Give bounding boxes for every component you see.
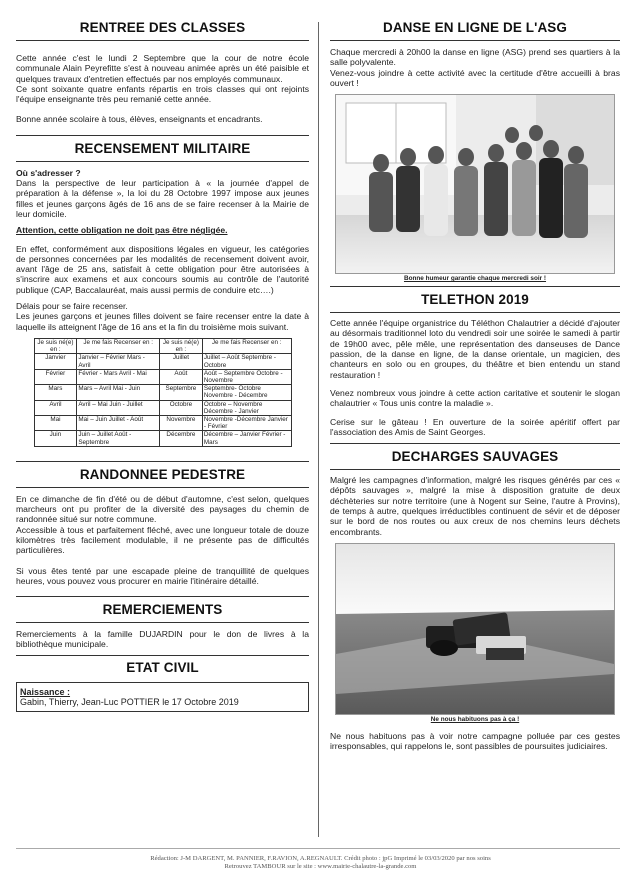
rentree-paragraph-1: Cette année c'est le lundi 2 Septembre que la cour de notre école communale Alain Peyrefitte s'est à nouveau animée après un été paisible et quelques travaux d'entretien effectués par nos employés communaux. <box>16 53 309 84</box>
table-cell: Août <box>159 369 202 384</box>
naissance-text: Gabin, Thierry, Jean-Luc POTTIER le 17 Octobre 2019 <box>20 696 239 707</box>
section-title-etat-civil: ETAT CIVIL <box>16 655 309 678</box>
table-cell: Décembre – Janvier Février - Mars <box>202 431 291 446</box>
table-header: Je me fais Recenser en : <box>202 338 291 353</box>
table-cell: Mars – Avril Mai - Juin <box>77 385 160 400</box>
table-cell: Novembre -Décembre Janvier - Février <box>202 415 291 430</box>
section-etat-civil <box>16 655 309 712</box>
table-header: Je suis né(e) en : <box>34 338 77 353</box>
decharges-paragraph-1: Malgré les campagnes d'information, malgré les risques générés par ces « dépôts sauvages », malgré la mise à disposition gratuite de deux déchèteries sur notre territoire (une à Nogent sur Seine, l'autre à Provins), de temps à autre, quelques irréductibles continuent de sévir et de déposer sur le bord de nos routes ou aux creux de nos chemins leurs déchets encombrants. <box>330 475 620 537</box>
section-title-decharges: DECHARGES SAUVAGES <box>330 443 620 470</box>
table-header: Je suis né(e) en : <box>159 338 202 353</box>
danse-paragraph-1: Chaque mercredi à 20h00 la danse en ligne (ASG) prend ses quartiers à la salle polyvalente. <box>330 47 620 68</box>
illegal-dump-photo-image <box>336 544 614 714</box>
table-cell: Juin – Juillet Août - Septembre <box>77 431 160 446</box>
section-title-randonnee: RANDONNEE PEDESTRE <box>16 461 309 488</box>
section-remerciements <box>16 596 309 650</box>
naissance-label: Naissance : <box>20 686 71 697</box>
table-row <box>34 431 291 446</box>
table-cell: Juin <box>34 431 77 446</box>
footer-website: Retrouvez TAMBOUR sur le site : www.mairie-chalautre-la-grande.com <box>224 863 417 870</box>
table-cell: Octobre <box>159 400 202 415</box>
table-row <box>34 385 291 400</box>
randonnee-paragraph-2: Accessible à tous et parfaitement fléché, avec une longueur totale de douze kilomètres très facilement modulable, il ne présente pas de difficultés particulières. <box>16 524 309 556</box>
table-cell: Mars <box>34 385 77 400</box>
recensement-paragraph-4: Les jeunes garçons et jeunes filles doivent se faire recenser entre la date à laquelle ils atteignent l'âge de 16 ans et la fin du troisième mois suivant. <box>16 311 309 332</box>
danse-paragraph-2: Venez-vous joindre à cette activité avec la certitude d'être accueilli à bras ouvert ! <box>330 67 620 88</box>
table-row <box>34 415 291 430</box>
table-cell: Octobre – Novembre Décembre - Janvier <box>202 400 291 415</box>
recensement-table <box>34 338 292 447</box>
section-recensement <box>16 135 309 447</box>
footer <box>0 855 641 871</box>
telethon-paragraph-1: Cette année l'équipe organistrice du Téléthon Chalautrier a décidé d'ajouter au désormais traditionnel loto du vendredi soir une soirée le samedi à partir de 19h00 avec, pêle mêle, une représentation des danseuses de Dance passion, de la danse en ligne, de la danse orientale, un magicien, des chanteurs en solo ou en groupes, du théâtre et bien entendu un stand restauration ! <box>330 318 620 380</box>
table-header-row <box>34 338 291 353</box>
table-cell: Août – Septembre Octobre - Novembre <box>202 369 291 384</box>
dump-photo-caption: Ne nous habituons pas à ça ! <box>430 715 520 723</box>
table-cell: Avril – Mai Juin - Juillet <box>77 400 160 415</box>
recensement-attention: Attention, cette obligation ne doit pas être négligée. <box>16 225 228 236</box>
section-randonnee <box>16 461 309 586</box>
recensement-question: Où s'adresser ? <box>16 167 81 178</box>
dance-group-photo <box>335 94 615 274</box>
table-cell: Février <box>34 369 77 384</box>
section-title-remerciements: REMERCIEMENTS <box>16 596 309 623</box>
table-cell: Septembre <box>159 385 202 400</box>
table-cell: Juillet <box>159 354 202 369</box>
section-decharges <box>330 443 620 751</box>
table-cell: Janvier <box>34 354 77 369</box>
section-telethon <box>330 286 620 437</box>
table-cell: Juillet – Août Septembre - Octobre <box>202 354 291 369</box>
section-title-rentree: RENTREE DES CLASSES <box>16 18 309 41</box>
footer-rule <box>16 848 620 849</box>
right-column <box>330 18 620 752</box>
table-cell: Mai – Juin Juillet - Août <box>77 415 160 430</box>
dance-photo-caption: Bonne humeur garantie chaque mercredi soir ! <box>403 275 547 283</box>
table-cell: Janvier – Février Mars - Avril <box>77 354 160 369</box>
rentree-paragraph-2: Ce sont soixante quatre enfants répartis en trois classes qui ont rejoints l'équipe enseignante très peu remanié cette année. <box>16 83 309 105</box>
table-cell: Mai <box>34 415 77 430</box>
section-rentree <box>16 18 309 125</box>
dance-group-photo-image <box>336 95 614 273</box>
left-column <box>16 18 309 712</box>
telethon-paragraph-2: Venez nombreux vous joindre à cette action caritative et soutenir le slogan chalautrier « Tous unis contre la maladie ». <box>330 387 620 409</box>
column-divider <box>318 22 319 837</box>
section-danse <box>330 18 620 282</box>
table-row <box>34 354 291 369</box>
table-cell: Février - Mars Avril - Mai <box>77 369 160 384</box>
table-cell: Novembre <box>159 415 202 430</box>
table-cell: Décembre <box>159 431 202 446</box>
footer-credits: Rédaction: J-M DARGENT, M. PANNIER, F.RAVION, A.REGNAULT. Crédit photo : jpG Imprimé le 03/03/2020 par nos soins <box>150 855 491 862</box>
table-cell: Septembre- Octobre Novembre - Décembre <box>202 385 291 400</box>
table-row <box>34 400 291 415</box>
section-title-recensement: RECENSEMENT MILITAIRE <box>16 135 309 162</box>
randonnee-paragraph-1: En ce dimanche de fin d'été ou de début d'automne, c'est selon, quelques marcheurs ont pu profiter de la diversité des paysages du chemin de randonnée situé sur notre commune. <box>16 493 309 525</box>
recensement-paragraph-3: Délais pour se faire recenser. <box>16 301 128 312</box>
section-title-telethon: TELETHON 2019 <box>330 286 620 313</box>
remerciements-paragraph: Remerciements à la famille DUJARDIN pour le don de livres à la bibliothèque municipale. <box>16 629 309 650</box>
rentree-paragraph-3: Bonne année scolaire à tous, élèves, enseignants et encadrants. <box>16 114 263 125</box>
table-cell: Avril <box>34 400 77 415</box>
table-header: Je me fais Recenser en : <box>77 338 160 353</box>
table-body <box>34 354 291 446</box>
randonnee-paragraph-3: Si vous êtes tenté par une escapade pleine de tranquillité de quelques heures, vous pouvez vous procurer en mairie l'itinéraire détaillé. <box>16 565 309 586</box>
table-row <box>34 369 291 384</box>
recensement-paragraph-1: Dans la perspective de leur participation à « la journée d'appel de préparation à la défense », la loi du 28 Octobre 1997 impose aux jeunes filles et jeunes garçons âgés de 16 ans de se faire recenser à la Mairie de leur domicile. <box>16 178 309 219</box>
recensement-paragraph-2: En effet, conformément aux dispositions légales en vigueur, les catégories de personnes concernées par les modalités de recensement doivent avoir, avant l'âge de 25 ans, satisfait à cette obligation pour être autorisées à s'inscrire aux examens et aux concours soumis au contrôle de l'autorité publique (CAP, Baccalauréat, mais aussi permis de conduire etc….) <box>16 243 309 295</box>
telethon-paragraph-3: Cerise sur le gâteau ! En ouverture de la soirée apéritif offert par l'association des Amis de Saint Georges. <box>330 416 620 437</box>
decharges-paragraph-2: Ne nous habituons pas à voir notre campagne polluée par ces gestes irresponsables, qui rappelons le, sont passibles de poursuites judiciaires. <box>330 730 620 752</box>
illegal-dump-photo <box>335 543 615 715</box>
section-title-danse: DANSE EN LIGNE DE L'ASG <box>330 18 620 41</box>
etat-civil-box <box>16 682 309 712</box>
